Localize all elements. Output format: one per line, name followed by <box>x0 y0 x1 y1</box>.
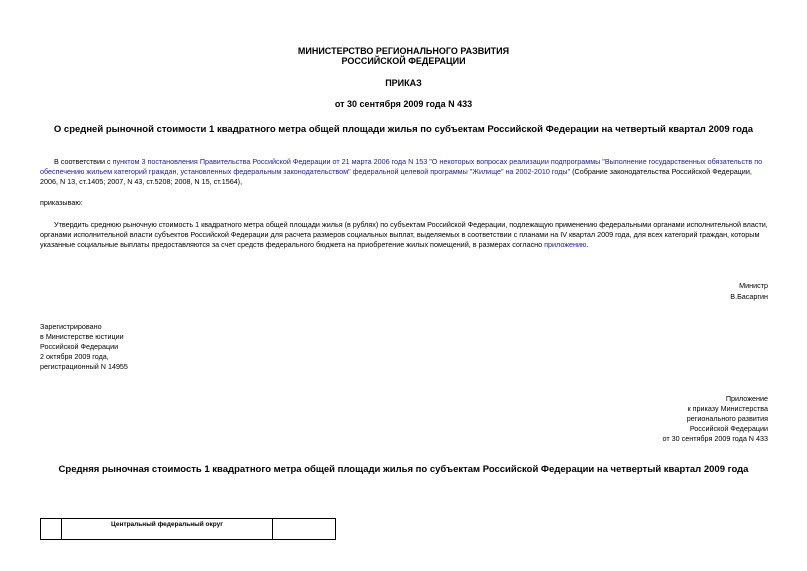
appendix-note-line: от 30 сентября 2009 года N 433 <box>662 434 768 443</box>
preamble-text-end: (Собрание законодательства Российской Федерации, 2006, N 13, ст.1405; 2007, N 43, ст.5208; 2008, N 15, ст.1564), <box>40 167 752 186</box>
signature-position: Министр <box>739 281 768 290</box>
price-table <box>40 518 336 540</box>
table-cell-number <box>41 519 62 540</box>
table-header-district: Центральный федеральный округ <box>62 519 273 540</box>
preamble-paragraph <box>40 157 770 187</box>
link-decree-paragraph[interactable]: пунктом 3 постановления <box>112 157 198 166</box>
doc-date-number: от 30 сентября 2009 года N 433 <box>334 99 473 109</box>
order-word: приказываю: <box>40 198 83 207</box>
registration-line: Зарегистрировано <box>40 322 102 331</box>
appendix-note-line: регионального развития <box>686 414 768 423</box>
ministry-line-2: РОССИЙСКОЙ ФЕДЕРАЦИИ <box>341 56 466 66</box>
registration-line: 2 октября 2009 года, <box>40 352 109 361</box>
link-appendix[interactable]: приложению <box>544 240 587 249</box>
order-text: Утвердить среднюю рыночную стоимость 1 квадратного метра общей площади жилья (в рублях) по субъектам Российской Федерации, подлежащую применению федеральными органами исполнительной власти, органами исполнительной власти субъектов Российской Федерации для расчета размеров социальных выплат, выделяемых в соответствии с планами на IV квартал 2009 года, для всех категорий граждан, которым указанные социальные выплаты предоставляются за счет средств федерального бюджета на приобретение жилых помещений, в размерах согласно <box>40 220 768 249</box>
appendix-note-line: к приказу Министерства <box>687 404 768 413</box>
signature-name: В.Басаргин <box>730 292 768 301</box>
doc-type: ПРИКАЗ <box>385 78 422 88</box>
appendix-note-line: Российской Федерации <box>689 424 768 433</box>
order-paragraph <box>40 220 770 250</box>
registration-line: Российской Федерации <box>40 342 119 351</box>
page-title: О средней рыночной стоимости 1 квадратного метра общей площади жилья по субъектам Российской Федерации на четвертый квартал 2009 года <box>53 124 754 135</box>
preamble-text-start: В соответствии с <box>54 157 113 166</box>
registration-line: в Министерстве юстиции <box>40 332 124 341</box>
registration-line: регистрационный N 14955 <box>40 362 128 371</box>
appendix-note <box>560 394 768 444</box>
ministry-line-1: МИНИСТЕРСТВО РЕГИОНАЛЬНОГО РАЗВИТИЯ <box>297 46 510 56</box>
appendix-title: Средняя рыночная стоимость 1 квадратного метра общей площади жилья по субъектам Российской Федерации на четвертый квартал 2009 года <box>58 464 749 475</box>
registration-block <box>40 322 128 372</box>
table-cell-value <box>273 519 336 540</box>
order-text-end: . <box>586 240 589 249</box>
table-row <box>41 519 336 540</box>
appendix-note-line: Приложение <box>725 394 768 403</box>
link-government-decree[interactable]: Правительства Российской Федерации от 21 марта 2006 года N 153 "О некоторых вопросах реализации подпрограммы "Выполнение государственных обязательств по обеспечению жильем категорий граждан, установленных федеральным законодательством" федеральной целевой программы "Жилище" на 2002-2010 годы" <box>40 157 763 176</box>
